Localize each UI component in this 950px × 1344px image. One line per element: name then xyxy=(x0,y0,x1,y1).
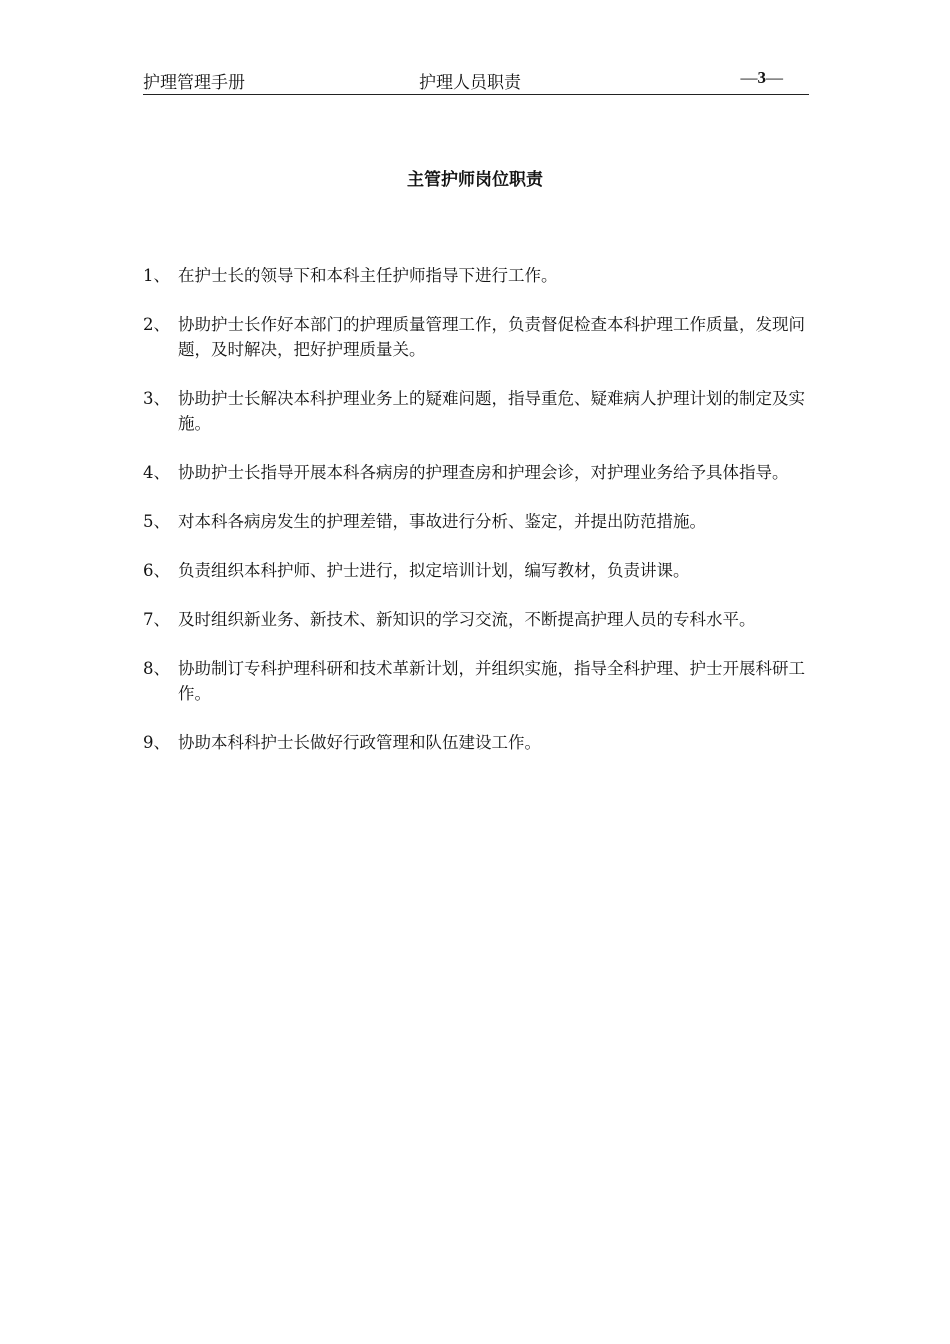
list-item-text: 协助制订专科护理科研和技术革新计划，并组织实施，指导全科护理、护士开展科研工作。 xyxy=(178,659,805,703)
list-item xyxy=(143,558,813,583)
list-item-number: 5、 xyxy=(143,512,170,531)
list-item xyxy=(143,263,813,288)
list-item-number: 1、 xyxy=(143,266,170,285)
list-item xyxy=(143,460,813,485)
header-manual-title: 护理管理手册 xyxy=(143,73,245,93)
list-item-text: 对本科各病房发生的护理差错，事故进行分析、鉴定，并提出防范措施。 xyxy=(178,512,706,531)
list-item xyxy=(143,656,813,706)
list-item-number: 6、 xyxy=(143,561,170,580)
list-item-text: 协助护士长指导开展本科各病房的护理查房和护理会诊，对护理业务给予具体指导。 xyxy=(178,463,789,482)
list-item-number: 8、 xyxy=(143,659,170,678)
page-header xyxy=(143,66,809,95)
header-page-number xyxy=(741,68,784,88)
list-item-number: 3、 xyxy=(143,389,170,408)
list-item-number: 9、 xyxy=(143,733,170,752)
list-item-text: 及时组织新业务、新技术、新知识的学习交流，不断提高护理人员的专科水平。 xyxy=(178,610,756,629)
list-item xyxy=(143,509,813,534)
list-item-number: 7、 xyxy=(143,610,170,629)
list-item-text: 协助护士长作好本部门的护理质量管理工作，负责督促检查本科护理工作质量，发现问题，及时解决，把好护理质量关。 xyxy=(178,315,805,359)
list-item-number: 4、 xyxy=(143,463,170,482)
page-title: 主管护师岗位职责 xyxy=(407,170,543,190)
list-item-text: 协助本科科护士长做好行政管理和队伍建设工作。 xyxy=(178,733,541,752)
list-item-text: 在护士长的领导下和本科主任护师指导下进行工作。 xyxy=(178,266,558,285)
list-item-number: 2、 xyxy=(143,315,170,334)
list-item xyxy=(143,312,813,362)
duty-list xyxy=(143,263,813,779)
list-item xyxy=(143,730,813,755)
list-item xyxy=(143,607,813,632)
page-number-dash-left: — xyxy=(740,68,758,87)
list-item-text: 负责组织本科护师、护士进行，拟定培训计划，编写教材，负责讲课。 xyxy=(178,561,690,580)
page-number-dash-right: — xyxy=(766,68,783,87)
page-number-value: 3 xyxy=(757,68,766,87)
header-section-title: 护理人员职责 xyxy=(419,73,521,93)
list-item xyxy=(143,386,813,436)
list-item-text: 协助护士长解决本科护理业务上的疑难问题，指导重危、疑难病人护理计划的制定及实施。 xyxy=(178,389,805,433)
